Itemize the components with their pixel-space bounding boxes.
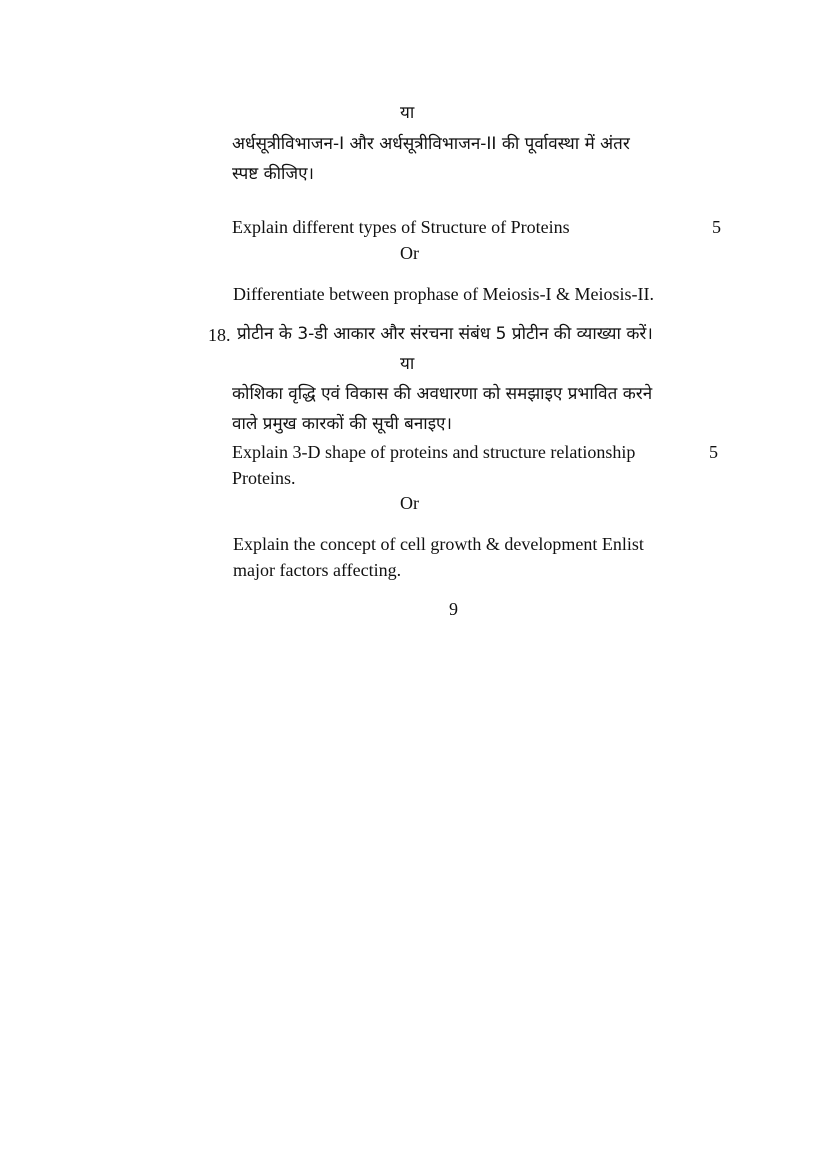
question-marks: 5 [712, 217, 721, 237]
question-english: Explain different types of Structure of Proteins [232, 217, 570, 237]
alternative-question-hindi-line1: अर्धसूत्रीविभाजन-I और अर्धसूत्रीविभाजन-II की पूर्वावस्था में अंतर [232, 134, 630, 154]
alternative-question-english-line1: Explain the concept of cell growth & development Enlist [233, 534, 644, 554]
or-separator-hindi: या [400, 354, 415, 374]
or-separator-hindi: या [400, 103, 415, 123]
or-separator-english: Or [400, 243, 419, 263]
question-marks: 5 [709, 442, 718, 462]
alternative-question-english-line2: major factors affecting. [233, 560, 402, 580]
alternative-question-hindi-line2: वाले प्रमुख कारकों की सूची बनाइए। [232, 414, 452, 434]
page-number: 9 [449, 599, 458, 619]
question-number: 18. [208, 325, 231, 345]
alternative-question-hindi-line1: कोशिका वृद्धि एवं विकास की अवधारणा को समझाइए प्रभावित करने [232, 384, 653, 404]
question-hindi: प्रोटीन के 3-डी आकार और संरचना संबंध 5 प्रोटीन की व्याख्या करें। [237, 324, 653, 344]
or-separator-english: Or [400, 493, 419, 513]
question-english-line1: Explain 3-D shape of proteins and structure relationship [232, 442, 636, 462]
alternative-question-hindi-line2: स्पष्ट कीजिए। [232, 164, 314, 184]
question-english-line2: Proteins. [232, 468, 296, 488]
alternative-question-english: Differentiate between prophase of Meiosis-I & Meiosis-II. [233, 284, 655, 304]
